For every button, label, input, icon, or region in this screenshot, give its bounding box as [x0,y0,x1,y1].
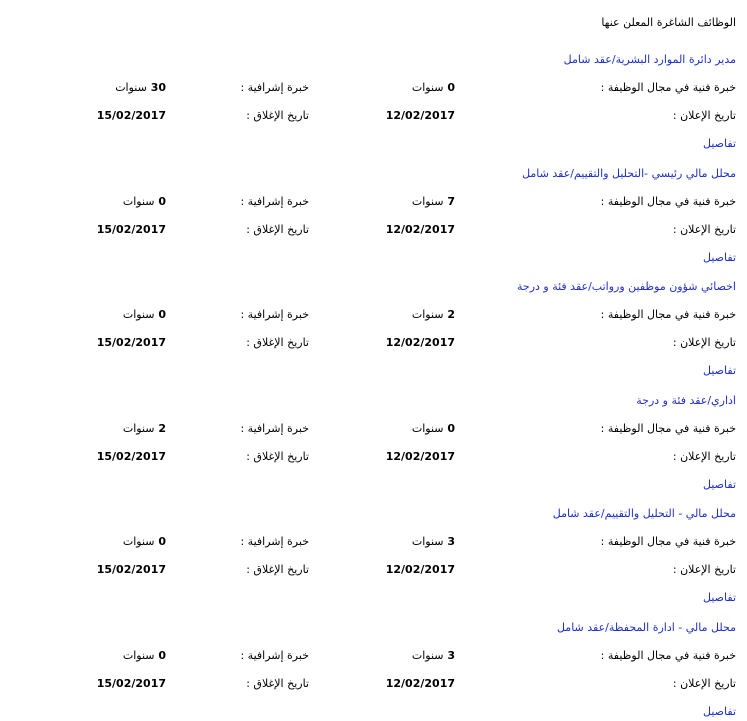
supervisory-number: 0 [158,195,166,208]
experience-number: 0 [447,422,455,435]
closing-date-value: 15/02/2017 [96,563,166,576]
experience-label: خبرة فنية في مجال الوظيفة : [600,649,736,662]
page-title: الوظائف الشاغرة المعلن عنها [601,16,736,29]
closing-date-label: تاريخ الإغلاق : [246,450,309,463]
supervisory-number: 0 [158,308,166,321]
supervisory-value [123,649,166,662]
experience-unit: سنوات [411,535,444,548]
experience-label: خبرة فنية في مجال الوظيفة : [600,81,736,94]
closing-date-value: 15/02/2017 [96,450,166,463]
supervisory-unit: سنوات [122,195,155,208]
supervisory-label: خبرة إشرافية : [240,81,309,94]
supervisory-number: 2 [158,422,166,435]
announce-date-label: تاريخ الإعلان : [672,450,736,463]
supervisory-label: خبرة إشرافية : [240,535,309,548]
job-title-link[interactable]: اخصائي شؤون موظفين ورواتب/عقد فئة و درجة [517,280,736,293]
details-link[interactable]: تفاصيل [703,478,736,491]
experience-unit: سنوات [411,308,444,321]
experience-value [412,308,455,321]
experience-value [412,535,455,548]
closing-date-label: تاريخ الإغلاق : [246,563,309,576]
announce-date-value: 12/02/2017 [385,450,455,463]
supervisory-number: 0 [158,649,166,662]
details-link[interactable]: تفاصيل [703,137,736,150]
job-title-link[interactable]: مدير دائرة الموارد البشرية/عقد شامل [563,53,736,66]
supervisory-label: خبرة إشرافية : [240,195,309,208]
job-listing [0,167,747,267]
announce-date-value: 12/02/2017 [385,336,455,349]
details-link[interactable]: تفاصيل [703,705,736,718]
job-title-link[interactable]: محلل مالي - التحليل والتقييم/عقد شامل [552,507,736,520]
announce-date-value: 12/02/2017 [385,563,455,576]
job-listing [0,53,747,153]
announce-date-label: تاريخ الإعلان : [672,336,736,349]
experience-label: خبرة فنية في مجال الوظيفة : [600,535,736,548]
experience-unit: سنوات [411,422,444,435]
closing-date-label: تاريخ الإغلاق : [246,109,309,122]
supervisory-unit: سنوات [115,81,147,94]
closing-date-label: تاريخ الإغلاق : [246,223,309,236]
supervisory-unit: سنوات [122,649,155,662]
supervisory-unit: سنوات [122,308,155,321]
supervisory-value [123,195,166,208]
experience-number: 2 [447,308,455,321]
supervisory-unit: سنوات [122,535,155,548]
experience-value [412,195,455,208]
closing-date-label: تاريخ الإغلاق : [246,677,309,690]
experience-label: خبرة فنية في مجال الوظيفة : [600,422,736,435]
closing-date-label: تاريخ الإغلاق : [246,336,309,349]
supervisory-number: 0 [158,535,166,548]
closing-date-value: 15/02/2017 [96,336,166,349]
supervisory-label: خبرة إشرافية : [240,649,309,662]
experience-value [412,422,455,435]
supervisory-value [123,422,166,435]
experience-unit: سنوات [411,649,444,662]
closing-date-value: 15/02/2017 [96,677,166,690]
experience-label: خبرة فنية في مجال الوظيفة : [600,195,736,208]
closing-date-value: 15/02/2017 [96,109,166,122]
announce-date-label: تاريخ الإعلان : [672,223,736,236]
job-listing [0,280,747,380]
announce-date-value: 12/02/2017 [385,109,455,122]
supervisory-label: خبرة إشرافية : [240,308,309,321]
experience-value [412,649,455,662]
supervisory-value [123,308,166,321]
experience-number: 3 [447,535,455,548]
experience-number: 7 [447,195,455,208]
supervisory-unit: سنوات [122,422,155,435]
supervisory-label: خبرة إشرافية : [240,422,309,435]
experience-number: 0 [447,81,455,94]
details-link[interactable]: تفاصيل [703,251,736,264]
supervisory-value [123,535,166,548]
details-link[interactable]: تفاصيل [703,364,736,377]
experience-number: 3 [447,649,455,662]
job-title-link[interactable]: اداري/عقد فئة و درجة [636,394,736,407]
announce-date-label: تاريخ الإعلان : [672,109,736,122]
job-listing [0,621,747,721]
experience-value [412,81,455,94]
closing-date-value: 15/02/2017 [96,223,166,236]
job-listing [0,507,747,607]
announce-date-label: تاريخ الإعلان : [672,563,736,576]
announce-date-label: تاريخ الإعلان : [672,677,736,690]
announce-date-value: 12/02/2017 [385,677,455,690]
supervisory-number: 30 [150,81,166,94]
job-title-link[interactable]: محلل مالي رئيسي -التحليل والتقييم/عقد شامل [522,167,736,180]
experience-label: خبرة فنية في مجال الوظيفة : [600,308,736,321]
announce-date-value: 12/02/2017 [385,223,455,236]
job-title-link[interactable]: محلل مالي - ادارة المحفظة/عقد شامل [556,621,736,634]
supervisory-value [115,81,166,94]
experience-unit: سنوات [411,195,444,208]
details-link[interactable]: تفاصيل [703,591,736,604]
experience-unit: سنوات [411,81,444,94]
job-listing [0,394,747,494]
